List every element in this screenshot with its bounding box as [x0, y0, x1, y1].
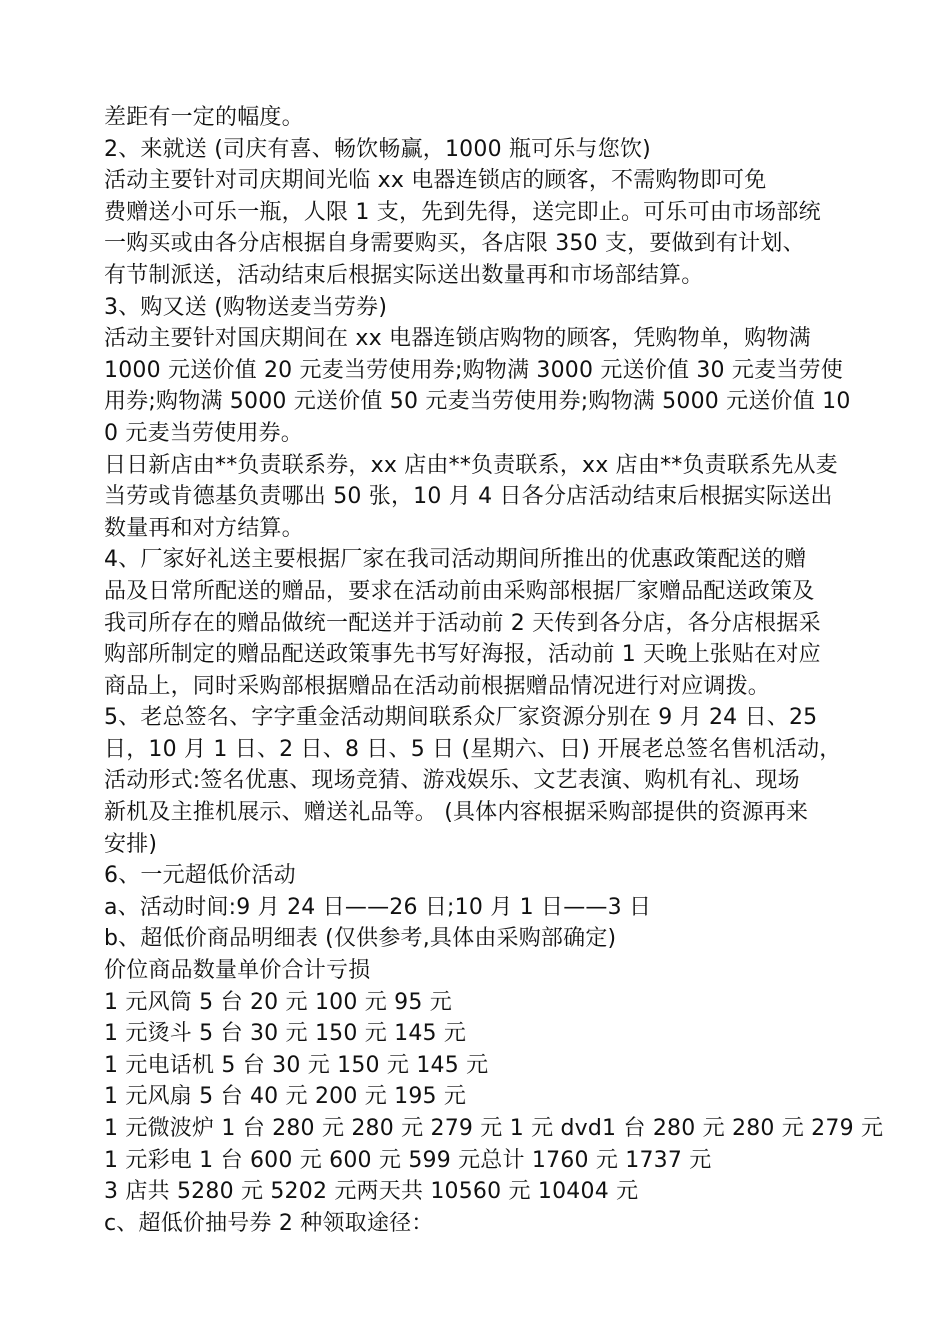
text-line: 活动形式:签名优惠、现场竞猜、游戏娱乐、文艺表演、购机有礼、现场 — [104, 768, 800, 794]
text-line: a、活动时间:9 月 24 日——26 日;10 月 1 日——3 日 — [104, 894, 652, 920]
section-heading: 2、来就送 (司庆有喜、畅饮畅赢，1000 瓶可乐与您饮) — [104, 136, 651, 162]
text-line: 日日新店由**负责联系券，xx 店由**负责联系，xx 店由**负责联系先从麦 — [104, 452, 838, 478]
text-line: 购部所制定的赠品配送政策事先书写好海报，活动前 1 天晚上张贴在对应 — [104, 642, 821, 668]
table-row-line: 1 元彩电 1 台 600 元 600 元 599 元总计 1760 元 1737 元 — [104, 1147, 712, 1173]
text-line: 费赠送小可乐一瓶，人限 1 支，先到先得，送完即止。可乐可由市场部统 — [104, 199, 821, 225]
text-line: 活动主要针对司庆期间光临 xx 电器连锁店的顾客，不需购物即可免 — [104, 168, 767, 194]
text-line: 品及日常所配送的赠品，要求在活动前由采购部根据厂家赠品配送政策及 — [104, 578, 815, 604]
table-row-line: 1 元烫斗 5 台 30 元 150 元 145 元 — [104, 1021, 467, 1047]
document-body — [104, 102, 884, 1239]
table-header-line: 价位商品数量单价合计亏损 — [104, 958, 371, 984]
text-line: c、超低价抽号券 2 种领取途径： — [104, 1210, 434, 1236]
table-row-line: 1 元电话机 5 台 30 元 150 元 145 元 — [104, 1052, 489, 1078]
text-line: 差距有一定的幅度。 — [104, 105, 304, 130]
section-heading: 5、老总签名、字字重金活动期间联系众厂家资源分别在 9 月 24 日、25 — [104, 705, 818, 731]
table-total-line: 3 店共 5280 元 5202 元两天共 10560 元 10404 元 — [104, 1179, 639, 1205]
table-row-line: 1 元风扇 5 台 40 元 200 元 195 元 — [104, 1084, 467, 1110]
text-line: 活动主要针对国庆期间在 xx 电器连锁店购物的顾客，凭购物单，购物满 — [104, 326, 811, 352]
text-line: 安排) — [104, 831, 158, 857]
text-line: 用券;购物满 5000 元送价值 50 元麦当劳使用券;购物满 5000 元送价值 10 — [104, 389, 851, 415]
table-row-line: 1 元微波炉 1 台 280 元 280 元 279 元 1 元 dvd1 台 280 元 280 元 279 元 — [104, 1116, 884, 1141]
text-line: 我司所存在的赠品做统一配送并于活动前 2 天传到各分店，各分店根据采 — [104, 610, 821, 636]
text-line: 日，10 月 1 日、2 日、8 日、5 日 (星期六、日) 开展老总签名售机活动， — [104, 736, 842, 762]
text-line: 有节制派送，活动结束后根据实际送出数量再和市场部结算。 — [104, 262, 704, 288]
text-line: 1000 元送价值 20 元麦当劳使用券;购物满 3000 元送价值 30 元麦当劳使 — [104, 357, 843, 383]
text-line: 一购买或由各分店根据自身需要购买，各店限 350 支，要做到有计划、 — [104, 231, 805, 257]
text-line: 0 元麦当劳使用券。 — [104, 420, 303, 446]
text-line: b、超低价商品明细表 (仅供参考,具体由采购部确定) — [104, 926, 617, 952]
section-heading: 3、购又送 (购物送麦当劳券) — [104, 294, 388, 320]
section-heading: 4、厂家好礼送主要根据厂家在我司活动期间所推出的优惠政策配送的赠 — [104, 547, 807, 573]
text-line: 新机及主推机展示、赠送礼品等。 (具体内容根据采购部提供的资源再来 — [104, 800, 809, 826]
section-heading: 6、一元超低价活动 — [104, 863, 296, 889]
text-line: 数量再和对方结算。 — [104, 515, 304, 541]
text-line: 商品上，同时采购部根据赠品在活动前根据赠品情况进行对应调拨。 — [104, 673, 771, 699]
text-line: 当劳或肯德基负责哪出 50 张，10 月 4 日各分店活动结束后根据实际送出 — [104, 484, 833, 510]
table-row-line: 1 元风筒 5 台 20 元 100 元 95 元 — [104, 989, 452, 1015]
